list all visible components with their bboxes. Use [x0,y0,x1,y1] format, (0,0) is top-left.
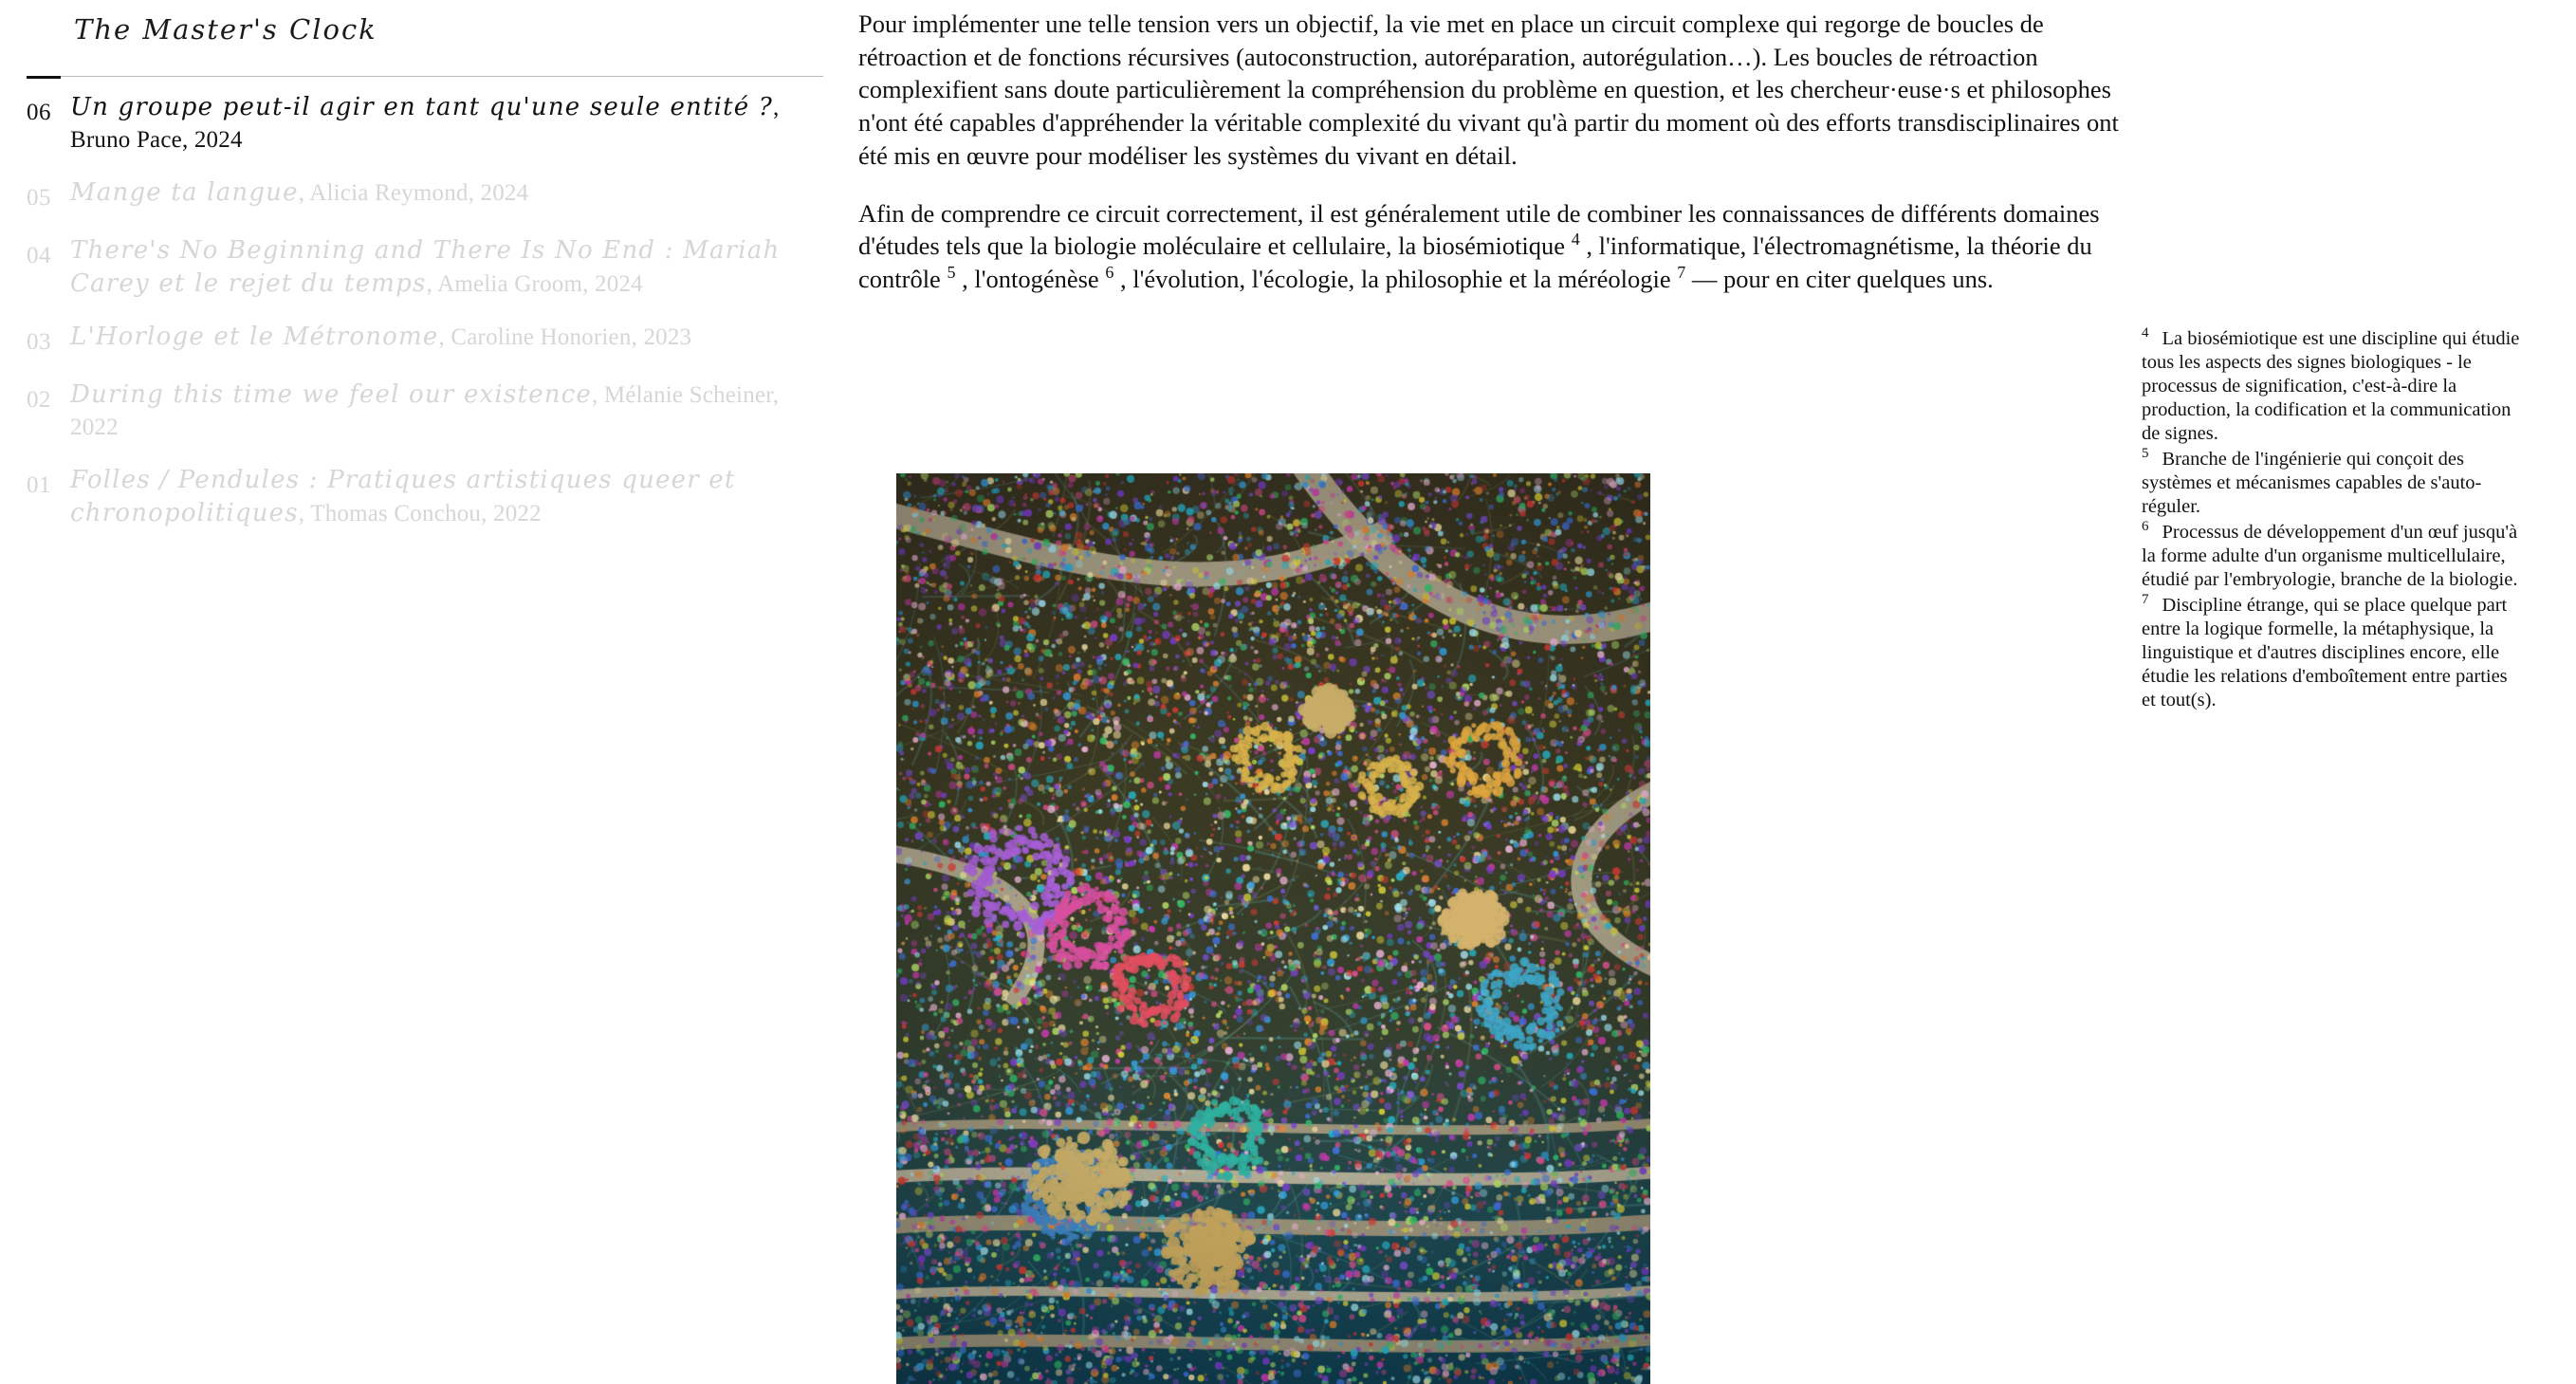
footnotes-column [2142,327,2521,714]
footnote-text: Branche de l'ingénierie qui conçoit des systèmes et mécanismes capables de s'auto-réguler. [2142,449,2482,517]
text-run: — pour en citer quelques uns. [1685,264,1994,293]
paragraph-p1 [858,8,2129,173]
footnote-ref[interactable]: 7 [1677,263,1686,283]
toc-item-04[interactable] [27,234,842,300]
footnote-6 [2142,521,2521,592]
toc-item-text [70,91,842,156]
toc-item-author: , Thomas Conchou, 2022 [298,500,542,526]
toc-item-author: , Alicia Reymond, 2024 [298,179,529,206]
toc-item-text [70,321,842,354]
text-run: , l'ontogénèse [955,264,1106,293]
toc-item-author: , Amelia Groom, 2024 [426,270,643,297]
toc-item-work-title: There's No Beginning and There Is No End : Mariah Carey et le rejet du temps [70,236,781,298]
title-divider [27,76,823,77]
footnote-ref[interactable]: 5 [947,263,956,283]
footnote-7 [2142,594,2521,712]
toc-item-author: , Caroline Honorien, 2023 [438,324,692,351]
toc-item-work-title: L'Horloge et le Métronome [70,323,439,352]
toc-item-number: 06 [27,100,51,125]
toc-item-work-title: Mange ta langue [70,177,299,207]
text-run: Pour implémenter une telle tension vers un objectif, la vie met en place un circuit complexe qui regorge de boucles de rétroaction et de fonctions récursives (autoconstruction, autoréparation, autorégulation…). Les boucles de rétroaction complexifient sans doute particulièrement la compréhension du problème en question, et les chercheur·euse·s et philosophes n'ont été capables d'appréhender la véritable complexité du vivant qu'à partir du moment où des efforts transdisciplinaires ont été mis en œuvre pour modéliser les systèmes du vivant en détail. [858,9,2119,170]
toc-item-06[interactable] [27,91,842,156]
site-title[interactable]: The Master's Clock [74,13,377,46]
text-run: Afin de comprendre ce circuit correctement, il est généralement utile de combiner les connaissances de différents domaines d'études tels que la biologie moléculaire et cellulaire, la biosémiotique [858,198,2100,261]
toc-item-text [70,464,842,529]
toc-item-05[interactable] [27,176,842,213]
title-divider-accent [27,76,61,79]
article-figure [896,473,1650,1384]
toc-item-02[interactable] [27,378,842,443]
toc-item-number: 03 [27,329,51,356]
toc-item-number: 02 [27,387,51,414]
article-body [858,8,2129,321]
toc-item-text [70,234,842,300]
footnote-marker: 4 [2142,325,2149,341]
toc-item-text [70,176,842,210]
text-run: , l'informatique, l'électromagnétisme, la théorie du contrôle [858,231,2092,293]
footnote-marker: 6 [2142,519,2149,535]
toc-item-number: 01 [27,472,51,499]
footnote-marker: 7 [2142,592,2149,608]
main-column [858,0,2129,1379]
footnote-ref[interactable]: 4 [1571,230,1580,249]
toc-item-03[interactable] [27,321,842,358]
sidebar [0,0,854,1379]
footnote-text: Discipline étrange, qui se place quelque part entre la logique formelle, la métaphysique, la linguistique et d'autres disciplines encore, elle étudie les relations d'emboîtement entre parties et tout(s). [2142,595,2508,710]
toc-item-work-title: Folles / Pendules : Pratiques artistiques queer et chronopolitiques [70,466,736,527]
text-run: , l'évolution, l'écologie, la philosophie et la méréologie [1113,264,1678,293]
toc-item-work-title: During this time we feel our existence [70,380,592,410]
footnote-ref[interactable]: 6 [1105,263,1114,283]
toc-item-01[interactable] [27,464,842,529]
footnote-text: La biosémiotique est une discipline qui étudie tous les aspects des signes biologiques - le processus de signification, c'est-à-dire la production, la codification et la communication de signes. [2142,328,2520,444]
toc-item-number: 04 [27,243,51,269]
footnote-5 [2142,448,2521,519]
toc-item-text [70,378,842,443]
toc-item-author: , Bruno Pace, 2024 [70,95,780,153]
toc-item-author: , Mélanie Scheiner, 2022 [70,382,780,441]
footnote-marker: 5 [2142,446,2149,462]
table-of-contents [27,91,842,550]
paragraph-p2 [858,197,2129,296]
footnote-text: Processus de développement d'un œuf jusqu'à la forme adulte d'un organisme multicellulaire, étudié par l'embryologie, branche de la biologie. [2142,522,2518,590]
toc-item-work-title: Un groupe peut-il agir en tant qu'une seule entité ? [70,93,774,121]
cell-illustration-image [896,473,1650,1384]
footnote-4 [2142,327,2521,446]
toc-item-number: 05 [27,184,51,211]
